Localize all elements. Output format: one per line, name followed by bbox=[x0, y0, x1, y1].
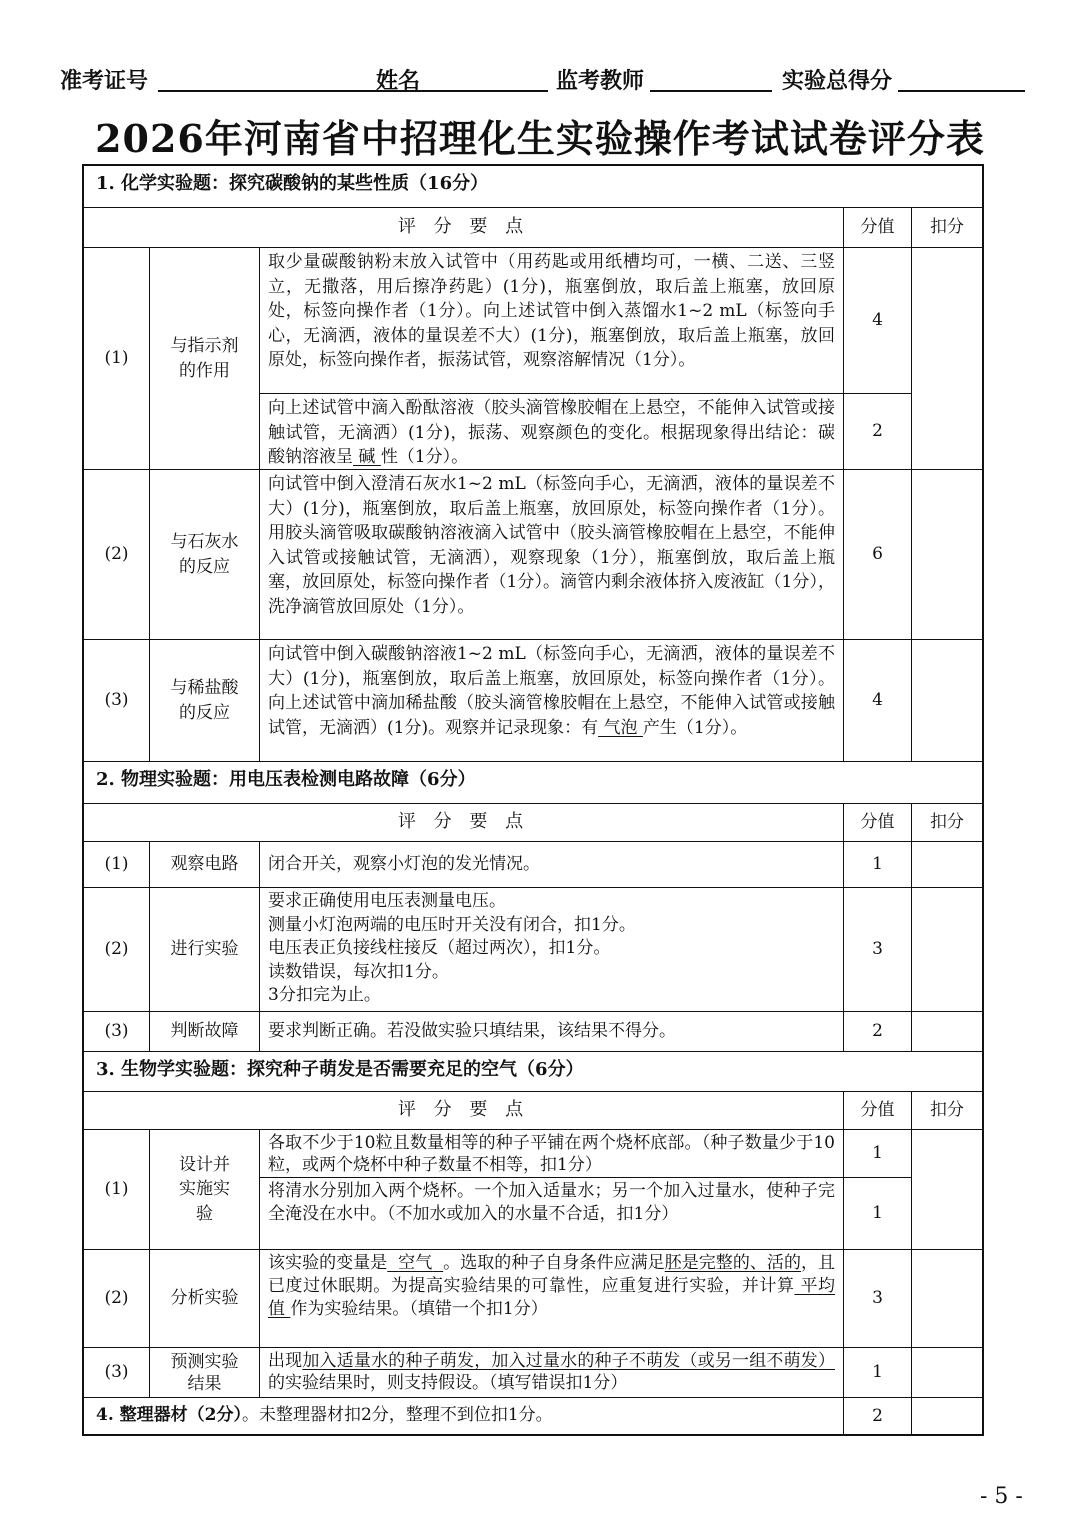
chem-row3-deduct-cell[interactable] bbox=[912, 640, 982, 762]
chem-row3-points bbox=[260, 640, 844, 762]
variable-answer: 空气 bbox=[398, 1253, 433, 1273]
chem-row1-point-a: 取少量碳酸钠粉末放入试管中（用药匙或用纸槽均可，一横、二送、三竖立，无撒落，用后擦净药匙）(1分)，瓶塞倒放，取后盖上瓶塞，放回原处，标签向操作者（1分）。向上述试管中倒入蒸馏水1~2 mL（标签向手心，无滴洒，液体的量误差不大）(1分)，瓶塞倒放，取后盖上瓶塞，放回原处，标签向操作者，振荡试管，观察溶解情况（1分）。 bbox=[260, 248, 844, 394]
bio-score-header: 分值 bbox=[844, 1092, 912, 1130]
exam-id-label: 准考证号 bbox=[60, 68, 149, 94]
bio-row2-text-2: 。选取的种子自身条件应满足 bbox=[443, 1253, 665, 1273]
chem-row2-number: (2) bbox=[84, 470, 150, 640]
bio-row3-text-1: 出现 bbox=[268, 1351, 303, 1371]
phys-row2-line: 测量小灯泡两端的电压时开关没有闭合，扣1分。 bbox=[268, 914, 636, 935]
phys-row2-line: 电压表正负接线柱接反（超过两次），扣1分。 bbox=[268, 938, 611, 958]
phys-row2-line: 3分扣完为止。 bbox=[268, 985, 381, 1005]
bio-row1-score-b: 1 bbox=[844, 1178, 912, 1250]
alkaline-answer: 碱 bbox=[358, 447, 376, 467]
total-score-label: 实验总得分 bbox=[782, 68, 893, 94]
chem-row1-deduct-cell[interactable] bbox=[912, 248, 982, 470]
bio-row1-number: (1) bbox=[84, 1130, 150, 1250]
bio-row2-score: 3 bbox=[844, 1250, 912, 1348]
tidy-text: 。未整理器材扣2分，整理不到位扣1分。 bbox=[242, 1405, 553, 1425]
bio-row2-text-1: 该实验的变量是 bbox=[268, 1253, 388, 1273]
name-label: 姓名 bbox=[376, 68, 421, 94]
page-number: - 5 - bbox=[980, 1484, 1023, 1509]
phys-points-header: 评 分 要 点 bbox=[84, 804, 844, 842]
phys-row2-score: 3 bbox=[844, 888, 912, 1012]
name-field[interactable] bbox=[426, 90, 548, 92]
phys-row2-number: (2) bbox=[84, 888, 150, 1012]
scoring-table bbox=[82, 164, 984, 1436]
tidy-label: 4. 整理器材（2分） bbox=[96, 1405, 242, 1425]
phys-row2-topic: 进行实验 bbox=[150, 888, 260, 1012]
bio-row3-points bbox=[260, 1348, 844, 1398]
bio-row1-point-b: 将清水分别加入两个烧杯。一个加入适量水；另一个加入过量水，使种子完全淹没在水中。（不加水或加入的水量不合适，扣1分） bbox=[260, 1178, 844, 1250]
tidy-score: 2 bbox=[844, 1398, 912, 1434]
teacher-label: 监考教师 bbox=[556, 68, 645, 94]
bio-points-header: 评 分 要 点 bbox=[84, 1092, 844, 1130]
bio-row3-topic: 预测实验结果 bbox=[150, 1348, 260, 1398]
phys-row1-deduct-cell[interactable] bbox=[912, 842, 982, 888]
tidy-deduct-cell[interactable] bbox=[912, 1398, 982, 1434]
phys-row3-score: 2 bbox=[844, 1012, 912, 1052]
bio-row3-text-2: 的实验结果时，则支持假设。（填写错误扣1分） bbox=[268, 1373, 628, 1393]
alkaline-answer-blank[interactable] bbox=[353, 447, 381, 467]
chem-points-header: 评 分 要 点 bbox=[84, 208, 844, 248]
bio-row3-score: 1 bbox=[844, 1348, 912, 1398]
chem-row1-point-b-end: 性（1分）。 bbox=[380, 447, 469, 467]
phys-row2-deduct-cell[interactable] bbox=[912, 888, 982, 1012]
chem-row1-topic: 与指示剂的作用 bbox=[150, 248, 260, 470]
bio-row1-topic: 设计并实施实验 bbox=[150, 1130, 260, 1250]
bubble-answer: 气泡 bbox=[603, 717, 638, 738]
chem-row2-points: 向试管中倒入澄清石灰水1~2 mL（标签向手心，无滴洒，液体的量误差不大）(1分)，瓶塞倒放，取后盖上瓶塞，放回原处，标签向操作者（1分）。用胶头滴管吸取碳酸钠溶液滴入试管中（胶头滴管橡胶帽在上悬空，不能伸入试管或接触试管，无滴洒），观察现象（1分），瓶塞倒放，取后盖上瓶塞，放回原处，标签向操作者（1分）。滴管内剩余液体挤入废液缸（1分），洗净滴管放回原处（1分）。 bbox=[260, 470, 844, 640]
page-title: 2026年河南省中招理化生实验操作考试试卷评分表 bbox=[95, 116, 985, 161]
bubble-answer-blank[interactable] bbox=[598, 718, 643, 738]
phys-score-header: 分值 bbox=[844, 804, 912, 842]
phys-row3-points: 要求判断正确。若没做实验只填结果，该结果不得分。 bbox=[260, 1012, 844, 1052]
bio-row2-text-3: ，且已度过休眠期。为提高实验结果的可靠性，应重复进行实验，并计算 bbox=[268, 1253, 836, 1296]
chem-row3-score: 4 bbox=[844, 640, 912, 762]
bio-row2-number: (2) bbox=[84, 1250, 150, 1348]
bio-row2-text-4: 作为实验结果。（填错一个扣1分） bbox=[290, 1299, 548, 1319]
phys-row2-points bbox=[260, 888, 844, 1012]
bio-section-title: 3. 生物学实验题：探究种子萌发是否需要充足的空气（6分） bbox=[84, 1052, 982, 1092]
average-answer: 平均值 bbox=[268, 1276, 836, 1319]
phys-row1-topic: 观察电路 bbox=[150, 842, 260, 888]
bio-row1-score-a: 1 bbox=[844, 1130, 912, 1178]
chem-row1-number: (1) bbox=[84, 248, 150, 470]
phys-section-title: 2. 物理实验题：用电压表检测电路故障（6分） bbox=[84, 762, 982, 804]
phys-row1-points: 闭合开关，观察小灯泡的发光情况。 bbox=[260, 842, 844, 888]
chem-row3-number: (3) bbox=[84, 640, 150, 762]
chem-row2-score: 6 bbox=[844, 470, 912, 640]
prediction-answer-blank[interactable] bbox=[302, 1351, 835, 1371]
chem-score-header: 分值 bbox=[844, 208, 912, 248]
chem-deduct-header: 扣分 bbox=[912, 208, 982, 248]
bio-row1-deduct-cell[interactable] bbox=[912, 1130, 982, 1250]
phys-row2-line: 读数错误，每次扣1分。 bbox=[268, 961, 449, 982]
bio-row1-point-a: 各取不少于10粒且数量相等的种子平铺在两个烧杯底部。（种子数量少于10粒，或两个烧杯中种子数量不相等，扣1分） bbox=[260, 1130, 844, 1178]
phys-row2-line: 要求正确使用电压表测量电压。 bbox=[268, 891, 506, 911]
seed-condition-answer-blank[interactable] bbox=[665, 1253, 801, 1273]
chem-row1-point-b bbox=[260, 394, 844, 470]
chem-row2-deduct-cell[interactable] bbox=[912, 470, 982, 640]
chem-row3-points-end: 产生（1分）。 bbox=[642, 717, 748, 738]
total-score-field[interactable] bbox=[898, 90, 1025, 92]
prediction-answer: 加入适量水的种子萌发，加入过量水的种子不萌发（或另一组不萌发） bbox=[302, 1351, 835, 1371]
bio-row3-number: (3) bbox=[84, 1348, 150, 1398]
phys-row3-topic: 判断故障 bbox=[150, 1012, 260, 1052]
bio-row3-deduct-cell[interactable] bbox=[912, 1348, 982, 1398]
teacher-field[interactable] bbox=[650, 90, 772, 92]
phys-row1-number: (1) bbox=[84, 842, 150, 888]
bio-row2-points bbox=[260, 1250, 844, 1348]
chem-row3-points-text: 向试管中倒入碳酸钠溶液1~2 mL（标签向手心，无滴洒，液体的量误差不大）(1分)，瓶塞倒放，取后盖上瓶塞，放回原处，标签向操作者（1分）。向上述试管中滴加稀盐酸（胶头滴管橡胶帽在上悬空，不能伸入试管或接触试管，无滴洒）(1分)。观察并记录现象：有 bbox=[268, 644, 835, 738]
seed-condition-answer: 胚是完整的、活的 bbox=[664, 1253, 801, 1273]
bio-row2-topic: 分析实验 bbox=[150, 1250, 260, 1348]
phys-deduct-header: 扣分 bbox=[912, 804, 982, 842]
phys-row3-deduct-cell[interactable] bbox=[912, 1012, 982, 1052]
chem-row2-topic: 与石灰水的反应 bbox=[150, 470, 260, 640]
chem-row3-topic: 与稀盐酸的反应 bbox=[150, 640, 260, 762]
chem-section-title: 1. 化学实验题：探究碳酸钠的某些性质（16分） bbox=[84, 166, 982, 208]
phys-row1-score: 1 bbox=[844, 842, 912, 888]
chem-row1-point-b-text: 向上述试管中滴入酚酞溶液（胶头滴管橡胶帽在上悬空，不能伸入试管或接触试管，无滴洒）(1分)，振荡、观察颜色的变化。根据现象得出结论：碳酸钠溶液呈 bbox=[268, 398, 835, 467]
tidy-row bbox=[84, 1398, 844, 1434]
candidate-info-header bbox=[60, 64, 1025, 98]
chem-row1-score-a: 4 bbox=[844, 248, 912, 394]
variable-answer-blank[interactable] bbox=[387, 1253, 443, 1273]
bio-row2-deduct-cell[interactable] bbox=[912, 1250, 982, 1348]
bio-deduct-header: 扣分 bbox=[912, 1092, 982, 1130]
phys-row3-number: (3) bbox=[84, 1012, 150, 1052]
chem-row1-score-b: 2 bbox=[844, 394, 912, 470]
